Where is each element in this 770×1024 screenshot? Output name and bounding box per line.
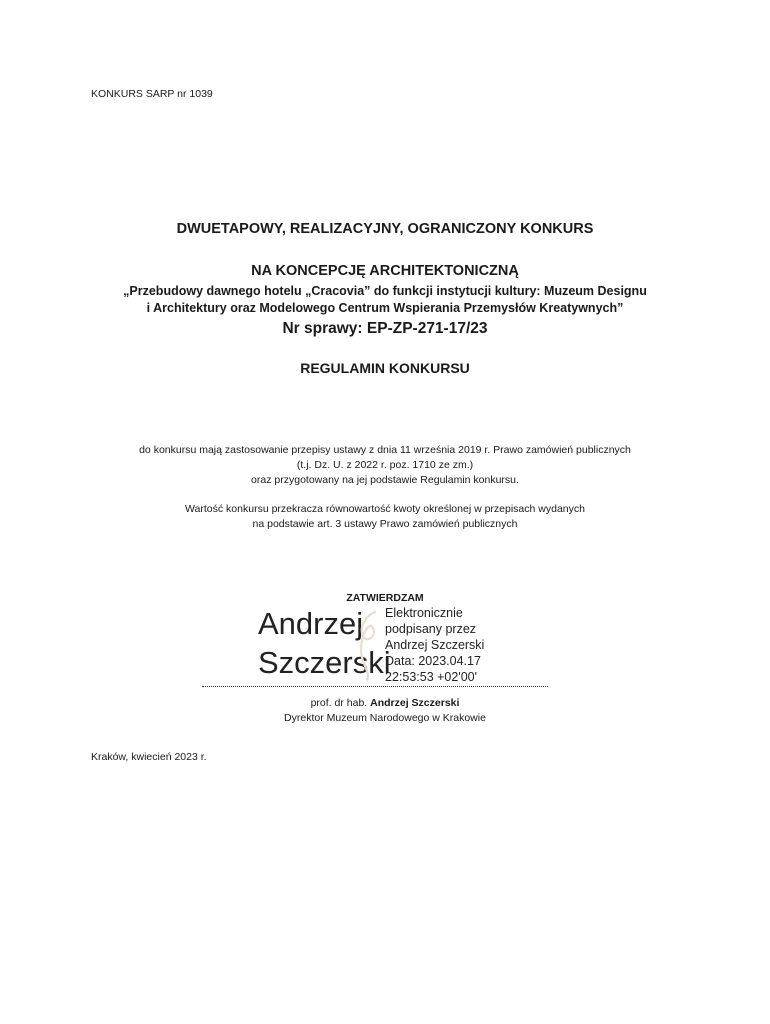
legal-basis-line1: do konkursu mają zastosowanie przepisy ustawy z dnia 11 września 2019 r. Prawo zamówień publicznych bbox=[139, 444, 631, 456]
competition-subject-line1: „Przebudowy dawnego hotelu „Cracovia” do funkcji instytucji kultury: Muzeum Designu bbox=[123, 284, 647, 298]
value-line2: na podstawie art. 3 ustawy Prawo zamówień publicznych bbox=[252, 518, 518, 530]
signature-info-line3: Andrzej Szczerski bbox=[385, 638, 485, 652]
signature-dotted-line bbox=[202, 682, 548, 687]
signature-watermark-icon bbox=[353, 606, 383, 684]
document-title-line1: DWUETAPOWY, REALIZACYJNY, OGRANICZONY KONKURS bbox=[176, 221, 594, 237]
legal-basis-line3: oraz przygotowany na jej podstawie Regulamin konkursu. bbox=[251, 474, 519, 486]
competition-subject bbox=[0, 283, 770, 317]
signature-info-line5: 22:53:53 +02'00' bbox=[385, 670, 478, 684]
legal-basis-line2: (t.j. Dz. U. z 2022 r. poz. 1710 ze zm.) bbox=[296, 459, 474, 471]
signature-info-line1: Elektronicznie bbox=[385, 606, 463, 620]
competition-reference: KONKURS SARP nr 1039 bbox=[91, 88, 213, 100]
value-paragraph bbox=[0, 502, 770, 532]
place-and-date: Kraków, kwiecień 2023 r. bbox=[91, 751, 207, 763]
competition-subject-line2: i Architektury oraz Modelowego Centrum Wspierania Przemysłów Kreatywnych” bbox=[146, 301, 624, 315]
signer-title: prof. dr hab. bbox=[310, 697, 371, 709]
value-line1: Wartość konkursu przekracza równowartość kwoty określonej w przepisach wydanych bbox=[185, 503, 585, 515]
digital-signature-info bbox=[385, 605, 484, 685]
case-number: Nr sprawy: EP-ZP-271-17/23 bbox=[282, 320, 488, 337]
regulation-heading: REGULAMIN KONKURSU bbox=[300, 360, 470, 376]
document-title-line2: NA KONCEPCJĘ ARCHITEKTONICZNĄ bbox=[251, 263, 519, 279]
signature-last-name: Szczerski bbox=[258, 645, 391, 680]
approval-label: ZATWIERDZAM bbox=[346, 592, 424, 604]
signature-first-name: Andrzej bbox=[258, 606, 364, 641]
signature-info-line4: Data: 2023.04.17 bbox=[385, 654, 481, 668]
signer-line bbox=[0, 697, 770, 709]
signer-role: Dyrektor Muzeum Narodowego w Krakowie bbox=[284, 712, 486, 724]
signature-info-line2: podpisany przez bbox=[385, 622, 477, 636]
signer-name: Andrzej Szczerski bbox=[370, 697, 460, 709]
legal-basis-paragraph bbox=[0, 443, 770, 488]
